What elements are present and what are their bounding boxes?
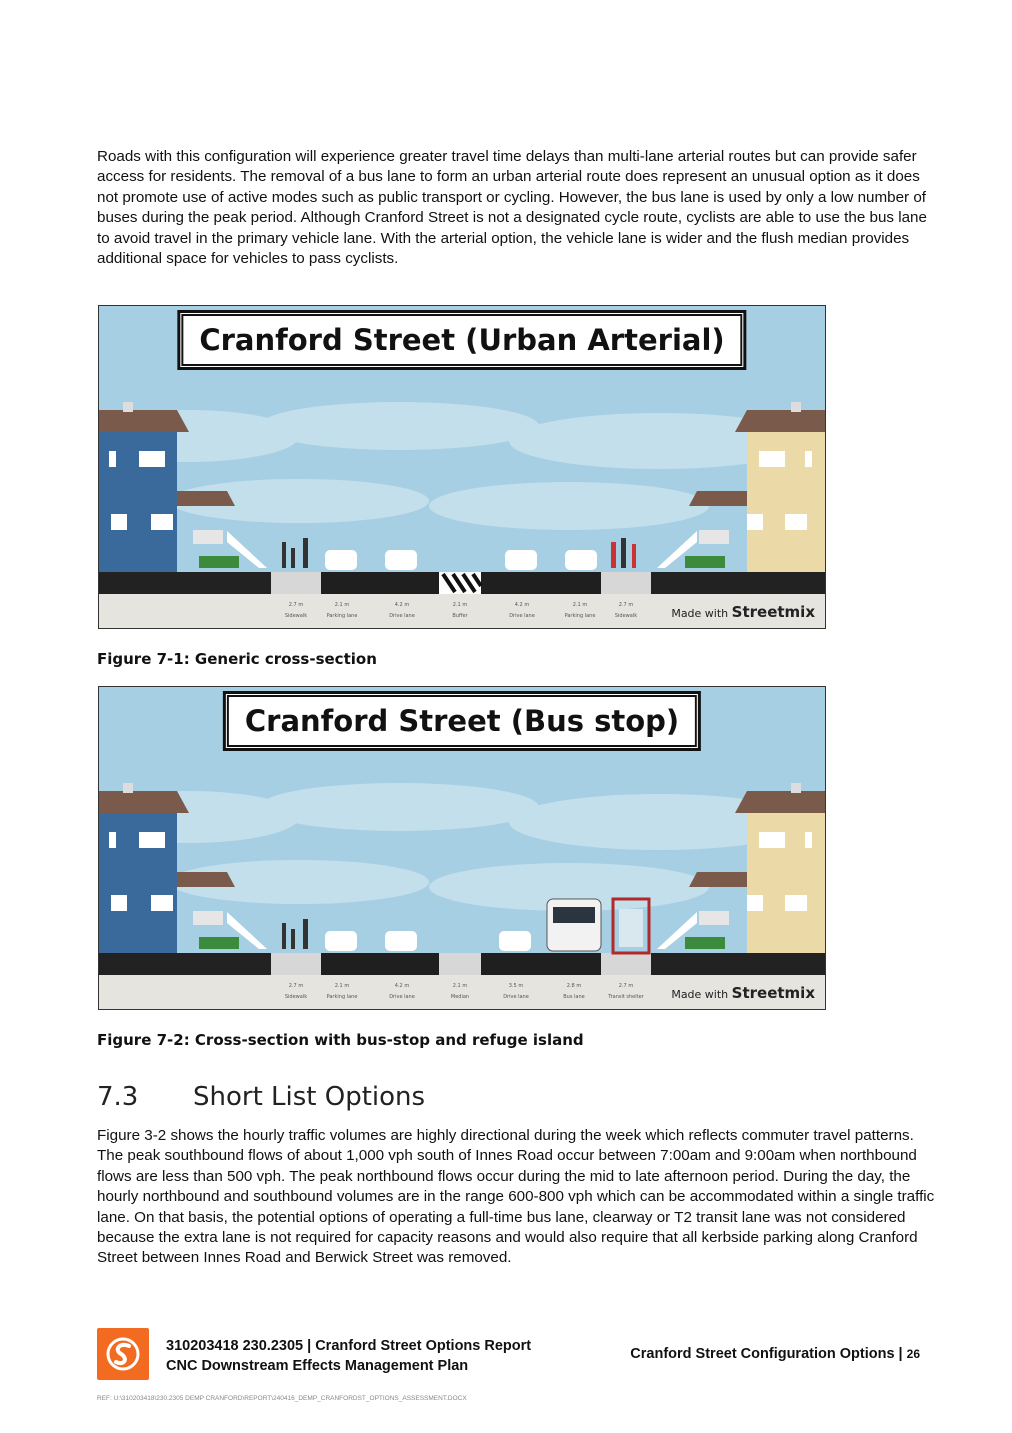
made-with-label: Made with — [671, 607, 729, 620]
lane-width: 4.2 m — [394, 602, 410, 608]
made-with-streetmix — [671, 603, 815, 621]
lane-name: Buffer — [452, 613, 468, 619]
figure-bus-stop — [98, 686, 826, 1010]
lane-width: 2.8 m — [566, 983, 582, 989]
figure-1-title: Cranford Street (Urban Arterial) — [181, 314, 742, 366]
footer-line-2: CNC Downstream Effects Management Plan — [166, 1358, 469, 1374]
lane-width: 2.1 m — [572, 602, 588, 608]
section-number: 7.3 — [97, 1082, 139, 1112]
lane-name: Parking lane — [326, 613, 358, 619]
streetmix-brand: Streetmix — [731, 603, 815, 621]
document-reference: REF: U:\310203418\230.2305 DEMP CRANFORD\REPORT\240416_DEMP_CRANFORDST_OPTIONS_ASSESSMENT.DOCX — [97, 1395, 467, 1402]
page-number: 26 — [906, 1347, 920, 1361]
figure-2-caption: Figure 7-2: Cross-section with bus-stop and refuge island — [97, 1031, 584, 1049]
lane-name: Sidewalk — [284, 994, 308, 1000]
footer-report-info — [166, 1336, 531, 1376]
lane-width: 2.7 m — [288, 983, 304, 989]
lane-width: 4.2 m — [514, 602, 530, 608]
lane-name: Drive lane — [509, 613, 535, 619]
lane-width: 3.5 m — [508, 983, 524, 989]
figure-2-title: Cranford Street (Bus stop) — [227, 695, 697, 747]
lane-name: Sidewalk — [614, 613, 638, 619]
lane-name: Transit shelter — [608, 994, 644, 1000]
lane-width: 2.7 m — [618, 602, 634, 608]
lane-name: Median — [450, 994, 470, 1000]
lane-name: Parking lane — [564, 613, 596, 619]
section-title: Short List Options — [193, 1082, 426, 1112]
lane-name: Bus lane — [563, 994, 585, 1000]
body-paragraph-2: Figure 3-2 shows the hourly traffic volumes are highly directional during the week which reflects commuter travel patterns. The peak southbound flows of about 1,000 vph south of Innes Road occur between 7:00am and 9:00am when northbound flows are less than 500 vph. The peak northbound flows occur during the mid to late afternoon period. During the day, the hourly northbound and southbound volumes are in the range 600-800 vph which can be accommodated within a single traffic lane. On that basis, the potential options of operating a full-time bus lane, clearway or T2 transit lane was not considered because the extra lane is not required for capacity reasons and would also require that all kerbside parking along Cranford Street between Innes Road and Berwick Street was removed. — [97, 1127, 935, 1267]
section-heading — [97, 1082, 425, 1112]
lane-name: Drive lane — [389, 613, 415, 619]
lane-name: Sidewalk — [284, 613, 308, 619]
lane-width: 2.1 m — [334, 983, 350, 989]
footer-section-info — [630, 1346, 920, 1362]
lane-width: 2.1 m — [452, 602, 468, 608]
streetmix-brand: Streetmix — [731, 984, 815, 1002]
made-with-label: Made with — [671, 988, 729, 1001]
figure-urban-arterial — [98, 305, 826, 629]
lane-width: 2.7 m — [618, 983, 634, 989]
lane-name: Drive lane — [503, 994, 529, 1000]
lane-name: Drive lane — [389, 994, 415, 1000]
company-logo-icon — [97, 1328, 149, 1380]
figure-1-caption: Figure 7-1: Generic cross-section — [97, 650, 377, 668]
footer-line-1: 310203418 230.2305 | Cranford Street Options Report — [166, 1338, 532, 1354]
lane-width: 2.7 m — [288, 602, 304, 608]
footer-section-title: Cranford Street Configuration Options | — [630, 1346, 903, 1362]
lane-name: Parking lane — [326, 994, 358, 1000]
lane-width: 2.1 m — [334, 602, 350, 608]
body-paragraph-1: Roads with this configuration will experience greater travel time delays than multi-lane arterial routes but can provide safer access for residents. The removal of a bus lane to form an urban arterial route does represent an unusual option as it does not promote use of active modes such as public transport or cycling. However, the bus lane is used by only a low number of buses during the peak period. Although Cranford Street is not a designated cycle route, cyclists are able to use the bus lane to avoid travel in the primary vehicle lane. With the arterial option, the vehicle lane is wider and the flush median provides additional space for vehicles to pass cyclists. — [97, 148, 927, 268]
made-with-streetmix — [671, 984, 815, 1002]
lane-width: 2.1 m — [452, 983, 468, 989]
lane-width: 4.2 m — [394, 983, 410, 989]
